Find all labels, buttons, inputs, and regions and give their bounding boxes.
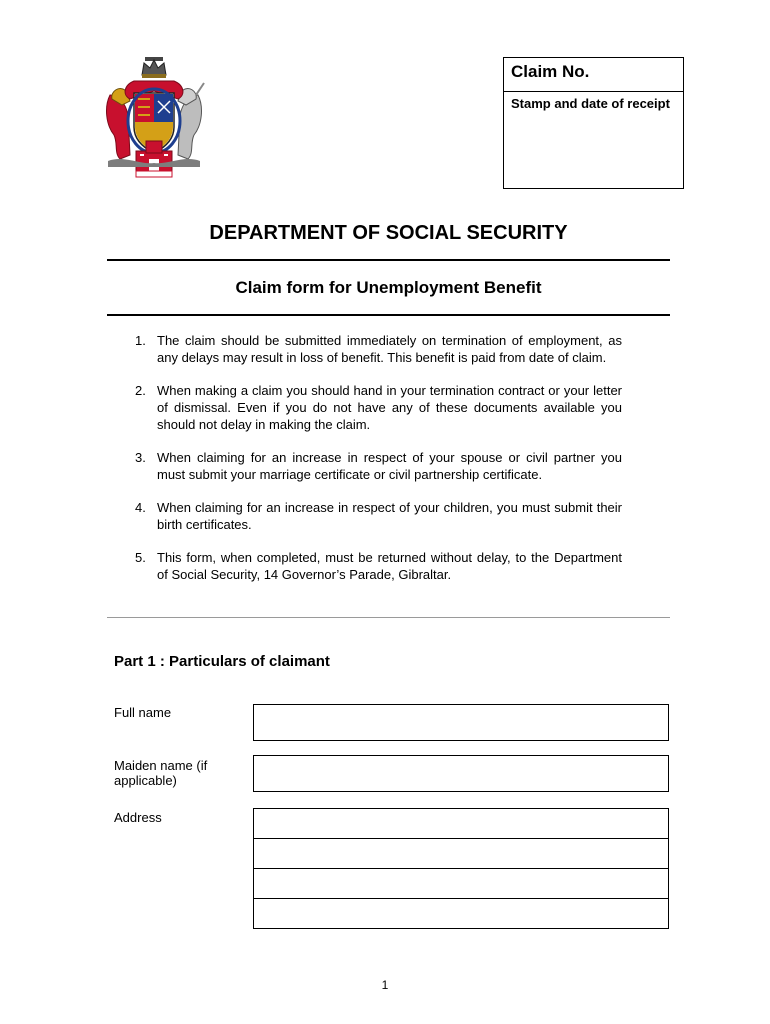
address-label: Address	[114, 810, 162, 825]
full-name-field[interactable]	[253, 704, 669, 741]
instruction-number: 5.	[135, 550, 146, 565]
instruction-item	[114, 332, 622, 366]
form-title-divider	[107, 314, 670, 316]
address-field	[253, 808, 669, 929]
instruction-text: When claiming for an increase in respect of your children, you must submit their birth certificates.	[157, 500, 622, 532]
instruction-text: When claiming for an increase in respect of your spouse or civil partner you must submit your marriage certificate or civil partnership certificate.	[157, 450, 622, 482]
claim-number-box	[503, 57, 684, 189]
instruction-number: 1.	[135, 333, 146, 348]
crown-icon	[142, 57, 166, 78]
stamp-date-label: Stamp and date of receipt	[511, 96, 670, 111]
instruction-number: 4.	[135, 500, 146, 515]
instruction-item	[114, 449, 622, 483]
maiden-name-label: Maiden name (if applicable)	[114, 758, 208, 788]
address-line-4[interactable]	[254, 899, 668, 929]
full-name-label: Full name	[114, 705, 172, 720]
instruction-item	[114, 549, 622, 583]
instruction-text: When making a claim you should hand in your termination contract or your letter of dismissal. Even if you do not have any of these documents available you should not delay in making the claim.	[157, 383, 622, 432]
address-line-3[interactable]	[254, 869, 668, 899]
instruction-number: 3.	[135, 450, 146, 465]
instruction-text: This form, when completed, must be returned without delay, to the Department of Social Security, 14 Governor’s Parade, Gibraltar.	[157, 550, 622, 582]
form-title: Claim form for Unemployment Benefit	[235, 278, 542, 297]
department-title: DEPARTMENT OF SOCIAL SECURITY	[209, 222, 568, 244]
title-divider	[107, 259, 670, 261]
maiden-name-field[interactable]	[253, 755, 669, 792]
claim-number-title: Claim No.	[504, 58, 683, 92]
instruction-number: 2.	[135, 383, 146, 398]
instructions-list	[114, 332, 622, 599]
section-divider	[107, 617, 670, 618]
page-number: 1	[381, 978, 389, 992]
instruction-item	[114, 382, 622, 433]
address-line-2[interactable]	[254, 839, 668, 869]
coat-of-arms-logo	[100, 55, 208, 179]
instruction-item	[114, 499, 622, 533]
address-line-1[interactable]	[254, 809, 668, 839]
part1-heading: Part 1 : Particulars of claimant	[114, 653, 330, 670]
instruction-text: The claim should be submitted immediately on termination of employment, as any delays may result in loss of benefit. This benefit is paid from date of claim.	[157, 333, 622, 365]
